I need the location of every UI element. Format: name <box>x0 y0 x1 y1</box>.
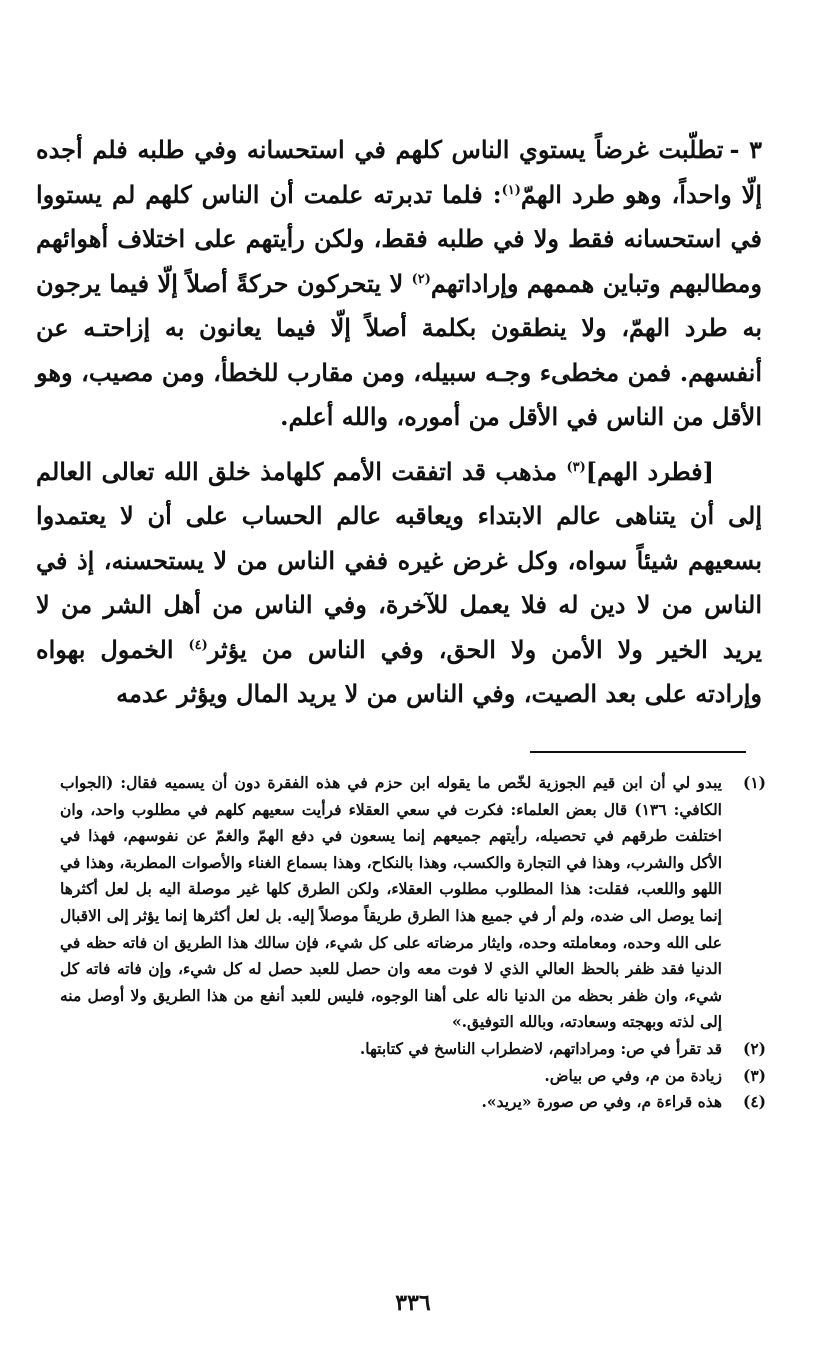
footnote-2 <box>60 1036 766 1063</box>
footnote-4 <box>60 1089 766 1116</box>
main-text <box>36 128 762 717</box>
footnote-3 <box>60 1063 766 1090</box>
footnote-number: (٤) <box>742 1092 766 1112</box>
footnote-ref-4[interactable]: (٤) <box>188 637 208 653</box>
paragraph-text: تطلّبت غرضاً يستوي الناس كلهم في استحسانه وفي طلبه فلم أجده إلّا واحداً، وهو طرد الهمّ <box>36 135 762 209</box>
footnote-number: (١) <box>742 773 766 792</box>
paragraph-text: : فلما تدبرته علمت أن الناس كلهم لم يستووا في استحسانه فقط ولا في طلبه فقط، ولكن رأيتهم على اختلاف أهوائهم ومطالبهم وتباين هممهم وإراداتهم <box>36 179 762 298</box>
footnote-number: (٣) <box>742 1065 766 1085</box>
footnote-text: يبدو لي أن ابن قيم الجوزية لخّص ما يقوله ابن حزم في هذه الفقرة دون أن يسميه فقال: (الجواب الكافي: ١٣٦) قال بعض العلماء: فكرت في سعي العقلاء فرأيت سعيهم كلهم في مطلوب واحد، وان اختلفت طرقهم في تحصيله، رأيتهم جميعهم إنما يسعون في دفع الهمّ والغمّ عن نفوسهم، فهذا في الأكل والشرب، وهذا في التجارة والكسب، وهذا بالنكاح، وهذا بسماع الغناء والأصوات المطربة، وهذا في اللهو واللعب، فقلت: هذا المطلوب مطلوب العقلاء، ولكن الطرق كلها غير موصلة اليه بل لعل أكثرها إنما يوصل الى ضده، ولم أر في جميع هذا الطرق طريقاً موصلاً إليه. بل لعل أكثرها إنما يؤثر إلى الاقبال على الله وحده، ومعاملته وحده، وايثار مرضاته على كل شيء، فإن سالك هذا الطريق ان فاته حظه في الدنيا فقد ظفر بالحظ العالي الذي لا فوت معه وان حصل للعبد حصل له كل شيء، وإن فاته فاته كل شيء، وان ظفر بحظه من الدنيا ناله على أهنا الوجوه، فليس للعبد أنفع من هذا الطريق ولا أوصل منه إلى لذته وبهجته وسعادته، وبالله التوفيق.» <box>60 773 722 1032</box>
footnote-ref-2[interactable]: (٢) <box>411 271 431 287</box>
footnote-text: زيادة من م، وفي ص بياض. <box>544 1065 722 1085</box>
paragraph-2 <box>36 450 762 717</box>
paragraph-text: الخمول بهواه وإرادته على بعد الصيت، وفي الناس من لا يريد المال ويؤثر عدمه <box>36 634 762 708</box>
footnote-text: هذه قراءة م، وفي ص صورة «يريد». <box>481 1092 722 1112</box>
footnotes <box>60 770 766 1116</box>
footnote-number: (٢) <box>742 1038 766 1058</box>
page-number: ٣٣٦ <box>395 1290 431 1316</box>
paragraph-text: لا يتحركون حركةً أصلاً إلّا فيما يرجون به طرد الهمّ، ولا ينطقون بكلمة أصلاً إلّا فيما يعانون به إزاحتـه عن أنفسهم. فمن مخطىء وجـه سبيله، ومن مقارب للخطأ، ومن مصيب، وهو الأقل من الناس في الأقل من أموره، والله أعلم. <box>36 268 763 431</box>
paragraph-1 <box>36 128 762 440</box>
footnote-1 <box>60 770 766 1036</box>
paragraph-text: [فطرد الهم] <box>585 456 715 486</box>
footnote-ref-3[interactable]: (٣) <box>566 459 586 475</box>
paragraph-text: مذهب قد اتفقت الأمم كلهامذ خلق الله تعالى العالم إلى أن يتناهى عالم الابتداء ويعاقبه عالم الحساب على أن لا يعتمدوا بسعيهم شيئاً سواه، وكل غرض غيره ففي الناس من لا يستحسنه، إذ في الناس من لا دين له فلا يعمل للآخرة، وفي الناس من أهل الشر من لا يريد الخير ولا الأمن ولا الحق، وفي الناس من يؤثر <box>36 456 762 664</box>
footnote-text: قد تقرأ في ص: ومراداتهم، لاضطراب الناسخ في كتابتها. <box>359 1038 722 1058</box>
section-number: ٣ - <box>729 135 762 164</box>
footnote-separator <box>530 751 746 753</box>
footnote-ref-1[interactable]: (١) <box>501 182 521 198</box>
